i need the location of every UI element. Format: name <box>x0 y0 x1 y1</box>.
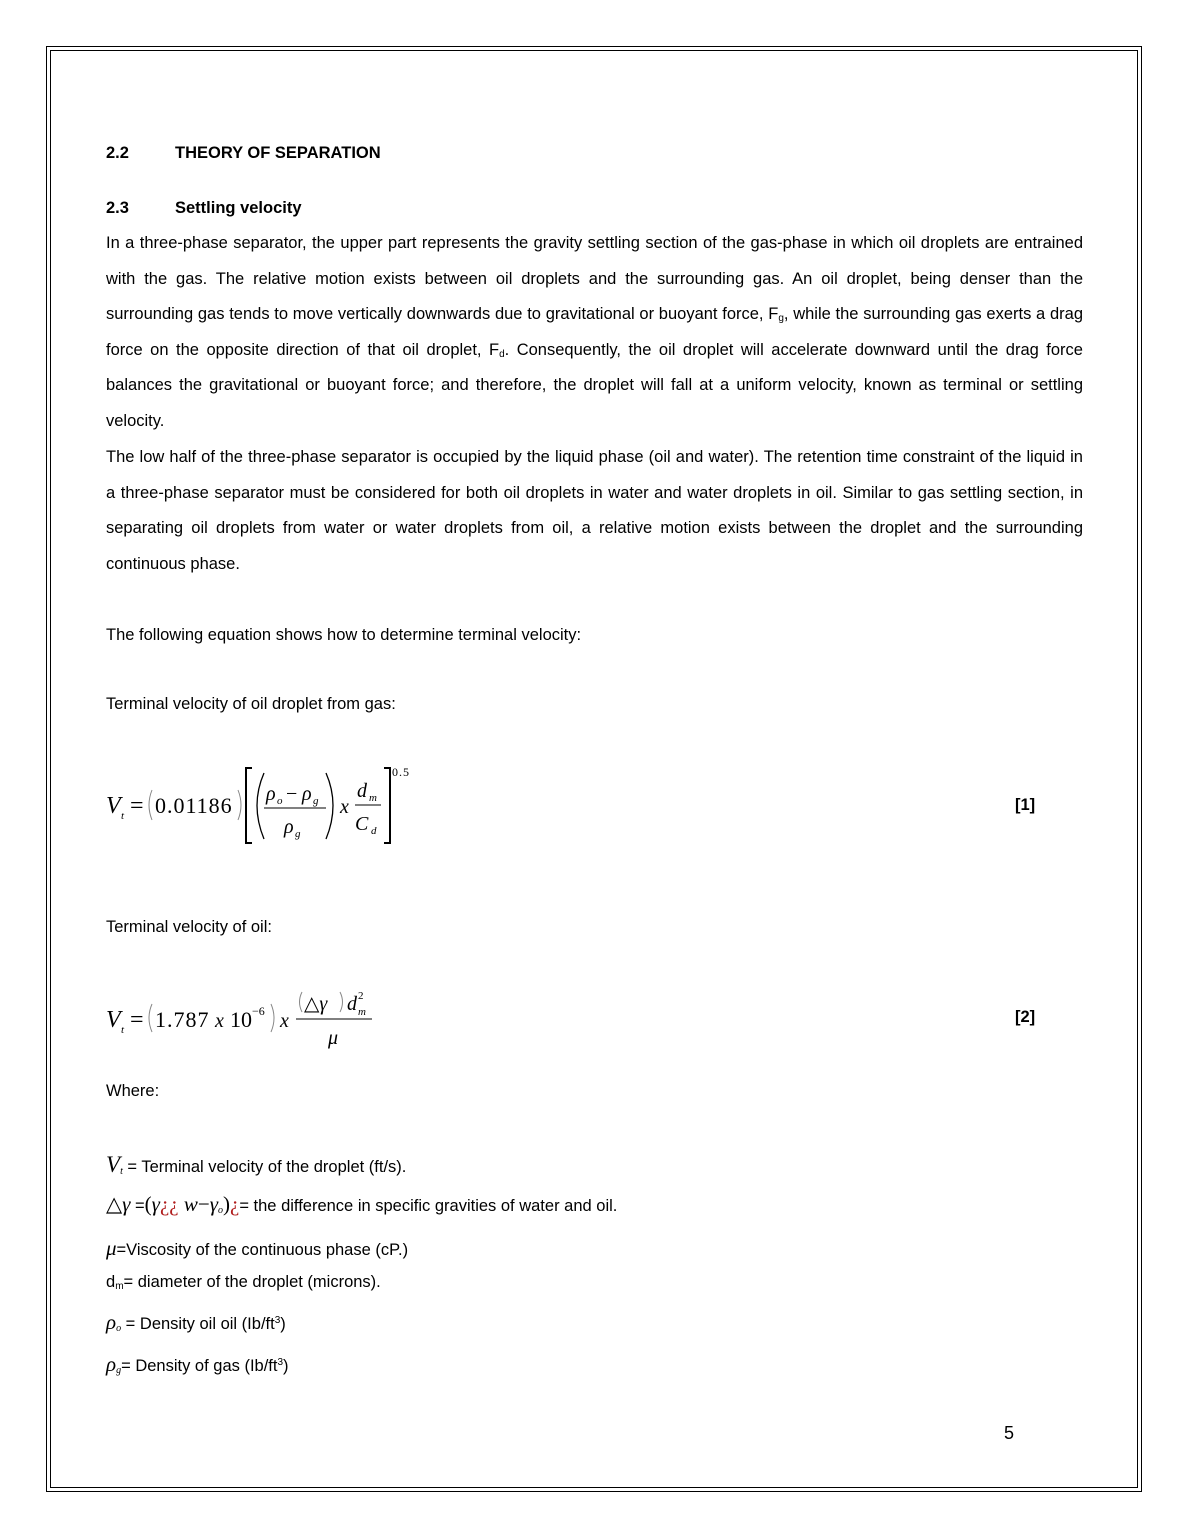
paren-left <box>257 773 264 839</box>
eq-operator: − <box>286 783 298 805</box>
where-label: Where: <box>106 1082 160 1100</box>
paren-left <box>149 790 152 820</box>
eq-symbol: ρ <box>266 783 276 805</box>
paren-right <box>340 992 343 1012</box>
def-subscript: t <box>120 1166 123 1177</box>
def-text: = the difference in specific gravities of water and oil. <box>239 1197 618 1215</box>
paragraph-liquid-phase: The low half of the three-phase separator is occupied by the liquid phase (oil and water). The retention time constraint of the liquid in a three-phase separator must be considered for both oil droplets in water and water droplets in oil. Similar to gas settling section, in separating oil droplets from water or water droplets from oil, a relative motion exists between the droplet and the surrounding continuous phase. <box>106 448 1083 573</box>
def-symbol: ρ <box>106 1310 117 1334</box>
equation-1-label: Terminal velocity of oil droplet from gas: <box>106 695 396 713</box>
def-subscript: o <box>116 1323 122 1334</box>
eq-subscript: g <box>313 795 319 807</box>
paragraph-text: , while the surrounding gas exerts a drag force on the opposite direction of that oil droplet, F <box>106 305 1083 359</box>
def-text: = <box>130 1197 145 1215</box>
def-paren: ( <box>144 1192 152 1216</box>
bracket-right <box>384 768 390 843</box>
def-glyph: ¿¿ <box>159 1192 179 1216</box>
paren-left <box>300 992 303 1012</box>
definition-delta-gamma <box>106 1192 617 1217</box>
section-heading-2-2 <box>106 144 381 163</box>
eq-exponent: 2 <box>358 990 364 1002</box>
eq-exponent: 0.5 <box>392 765 410 779</box>
section-number: 2.2 <box>106 144 129 162</box>
paragraph-settling-velocity <box>106 226 1083 440</box>
section-heading-2-3 <box>106 199 302 218</box>
def-text: = Density oil oil (Ib/ft <box>121 1315 275 1333</box>
eq-symbol: C <box>355 813 369 835</box>
equation-intro: The following equation shows how to determine terminal velocity: <box>106 626 582 644</box>
def-symbol: w <box>183 1192 198 1216</box>
equation-1-number: [1] <box>1015 796 1036 814</box>
paren-right <box>326 773 333 839</box>
eq-symbol: △γ <box>304 993 328 1015</box>
equation-2 <box>100 980 390 1055</box>
page-number: 5 <box>1004 1423 1015 1443</box>
eq-operator: x <box>340 796 349 818</box>
eq-symbol: d <box>347 993 357 1015</box>
equation-1 <box>100 755 430 855</box>
def-subscript: m <box>115 1281 124 1292</box>
eq-operator: = <box>130 793 144 819</box>
def-text: =Viscosity of the continuous phase (cP.) <box>116 1241 409 1259</box>
def-symbol: γ <box>151 1192 160 1216</box>
section-title: Settling velocity <box>175 199 302 217</box>
equation-2-label: Terminal velocity of oil: <box>106 918 272 936</box>
eq-symbol: ρ <box>284 816 294 838</box>
eq-symbol: d <box>357 780 367 802</box>
def-symbol: △γ <box>106 1192 131 1216</box>
paren-right <box>271 1004 274 1032</box>
eq-subscript: d <box>371 825 377 837</box>
eq-subscript: t <box>121 810 125 822</box>
def-operator: − <box>197 1192 210 1216</box>
eq-coefficient: 0.01186 <box>155 793 233 818</box>
eq-coefficient: 1.787 <box>155 1007 210 1032</box>
eq-operator: x <box>280 1010 289 1032</box>
def-text: ) <box>283 1357 289 1375</box>
bracket-left <box>246 768 252 843</box>
definition-vt <box>106 1152 406 1178</box>
eq-subscript: m <box>369 792 377 804</box>
section-title: THEORY OF SEPARATION <box>175 144 381 162</box>
eq-exponent: −6 <box>252 1004 265 1018</box>
paren-right <box>238 790 241 820</box>
def-symbol: d <box>106 1273 116 1291</box>
eq-subscript: o <box>277 795 283 807</box>
def-superscript: 3 <box>277 1357 284 1368</box>
eq-symbol: ρ <box>302 783 312 805</box>
def-glyph: ¿ <box>230 1192 240 1216</box>
eq-operator: x <box>215 1010 224 1032</box>
eq-symbol: V <box>106 1007 121 1033</box>
def-text: = Terminal velocity of the droplet (ft/s). <box>122 1158 407 1176</box>
def-subscript: o <box>218 1205 223 1216</box>
eq-base: 10 <box>230 1007 252 1032</box>
equation-2-number: [2] <box>1015 1008 1036 1026</box>
definition-rho-o <box>106 1310 286 1335</box>
eq-symbol: V <box>106 793 121 819</box>
eq-subscript: t <box>121 1024 125 1036</box>
def-symbol: μ <box>106 1236 117 1260</box>
def-text: = diameter of the droplet (microns). <box>123 1273 381 1291</box>
definition-rho-g <box>106 1352 289 1377</box>
subscript: d <box>499 348 505 360</box>
def-subscript: g <box>116 1365 122 1376</box>
def-symbol: V <box>106 1152 121 1177</box>
definition-dm <box>106 1273 381 1292</box>
def-text: = Density of gas (Ib/ft <box>121 1357 278 1375</box>
eq-operator: = <box>130 1007 144 1033</box>
paragraph-text: . Consequently, the oil droplet will accelerate downward until the drag force balances the gravitational or buoyant force; and therefore, the droplet will fall at a uniform velocity, known as terminal or settling velocity. <box>106 340 1083 430</box>
subscript: g <box>778 313 784 325</box>
def-symbol: γ <box>209 1192 218 1216</box>
eq-subscript: g <box>295 828 301 840</box>
eq-subscript: m <box>358 1006 366 1018</box>
def-paren: ) <box>223 1192 230 1216</box>
eq-symbol: μ <box>328 1027 339 1049</box>
paragraph-text: In a three-phase separator, the upper part represents the gravity settling section of the gas-phase in which oil droplets are entrained with the gas. The relative motion exists between oil droplets and the surrounding gas. An oil droplet, being denser than the surrounding gas tends to move vertically downwards due to gravitational or buoyant force, F <box>106 234 1083 324</box>
def-text: ) <box>280 1315 286 1333</box>
definition-mu <box>106 1236 408 1261</box>
def-superscript: 3 <box>274 1315 281 1326</box>
section-number: 2.3 <box>106 199 129 217</box>
paren-left <box>149 1004 152 1032</box>
def-symbol: ρ <box>106 1352 117 1376</box>
